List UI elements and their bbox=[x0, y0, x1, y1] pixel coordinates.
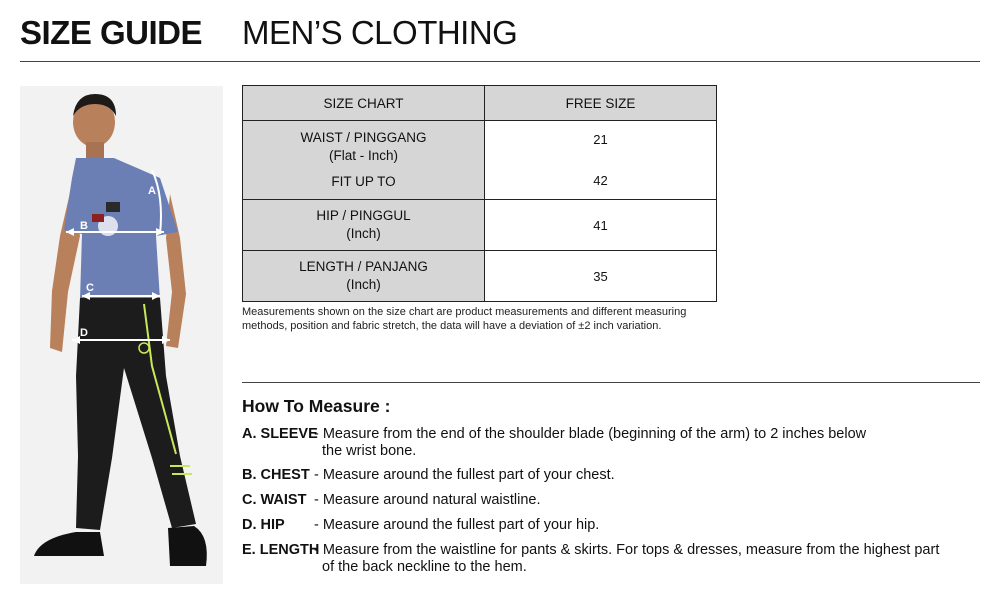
measure-key: E. LENGTH bbox=[242, 542, 320, 558]
table-row-hip bbox=[243, 200, 717, 251]
waist-label-cell bbox=[243, 121, 485, 200]
note-line-1: Measurements shown on the size chart are product measurements and different measuring bbox=[242, 306, 687, 318]
note-line-2: methods, position and fabric stretch, the data will have a deviation of ±2 inch variation. bbox=[242, 320, 662, 332]
hip-value: 41 bbox=[485, 200, 717, 251]
hip-label-cell bbox=[243, 200, 485, 251]
hip-unit: (Inch) bbox=[346, 226, 381, 241]
section-divider bbox=[242, 382, 980, 383]
model-photo bbox=[20, 86, 223, 584]
mark-c: C bbox=[86, 282, 94, 294]
mark-d: D bbox=[80, 327, 88, 339]
how-to-measure-title: How To Measure : bbox=[242, 396, 391, 416]
length-label-cell bbox=[243, 251, 485, 302]
model-illustration bbox=[20, 86, 223, 584]
length-label: LENGTH / PANJANG bbox=[299, 259, 428, 274]
table-row-length bbox=[243, 251, 717, 302]
measure-key: A. SLEEVE bbox=[242, 426, 318, 442]
size-chart-table bbox=[242, 85, 717, 302]
fit-up-to-label: FIT UP TO bbox=[331, 174, 396, 189]
measure-text: - Measure around the fullest part of your hip. bbox=[314, 517, 600, 533]
page-title: SIZE GUIDE bbox=[20, 14, 203, 51]
length-value: 35 bbox=[485, 251, 717, 302]
measure-text: - Measure around the fullest part of your chest. bbox=[314, 467, 615, 483]
measure-key: B. CHEST bbox=[242, 467, 310, 483]
waist-value: 21 bbox=[593, 132, 608, 147]
page-subtitle: MEN’S CLOTHING bbox=[242, 14, 518, 51]
measure-text-continued: of the back neckline to the hem. bbox=[322, 559, 527, 575]
header-divider bbox=[20, 61, 980, 62]
measure-text: - Measure around natural waistline. bbox=[314, 492, 541, 508]
waist-unit: (Flat - Inch) bbox=[328, 148, 398, 163]
measure-key: D. HIP bbox=[242, 517, 285, 533]
measure-text: - Measure from the waistline for pants & skirts. For tops & dresses, measure from the highest part bbox=[314, 542, 940, 558]
table-header-row bbox=[243, 86, 717, 121]
waist-value-cell bbox=[485, 121, 717, 200]
waist-label: WAIST / PINGGANG bbox=[300, 130, 427, 145]
mark-a: A bbox=[148, 185, 156, 197]
hip-label: HIP / PINGGUL bbox=[316, 208, 411, 223]
measure-text-continued: the wrist bone. bbox=[322, 443, 417, 459]
measurement-note bbox=[242, 305, 762, 333]
header-size-chart: SIZE CHART bbox=[243, 86, 485, 121]
fit-up-to-value: 42 bbox=[593, 173, 608, 188]
mark-b: B bbox=[80, 220, 88, 232]
table-row-waist bbox=[243, 121, 717, 200]
length-unit: (Inch) bbox=[346, 277, 381, 292]
page-header bbox=[20, 14, 980, 58]
header-free-size: FREE SIZE bbox=[485, 86, 717, 121]
measure-text: - Measure from the end of the shoulder blade (beginning of the arm) to 2 inches below bbox=[314, 426, 867, 442]
measure-key: C. WAIST bbox=[242, 492, 307, 508]
